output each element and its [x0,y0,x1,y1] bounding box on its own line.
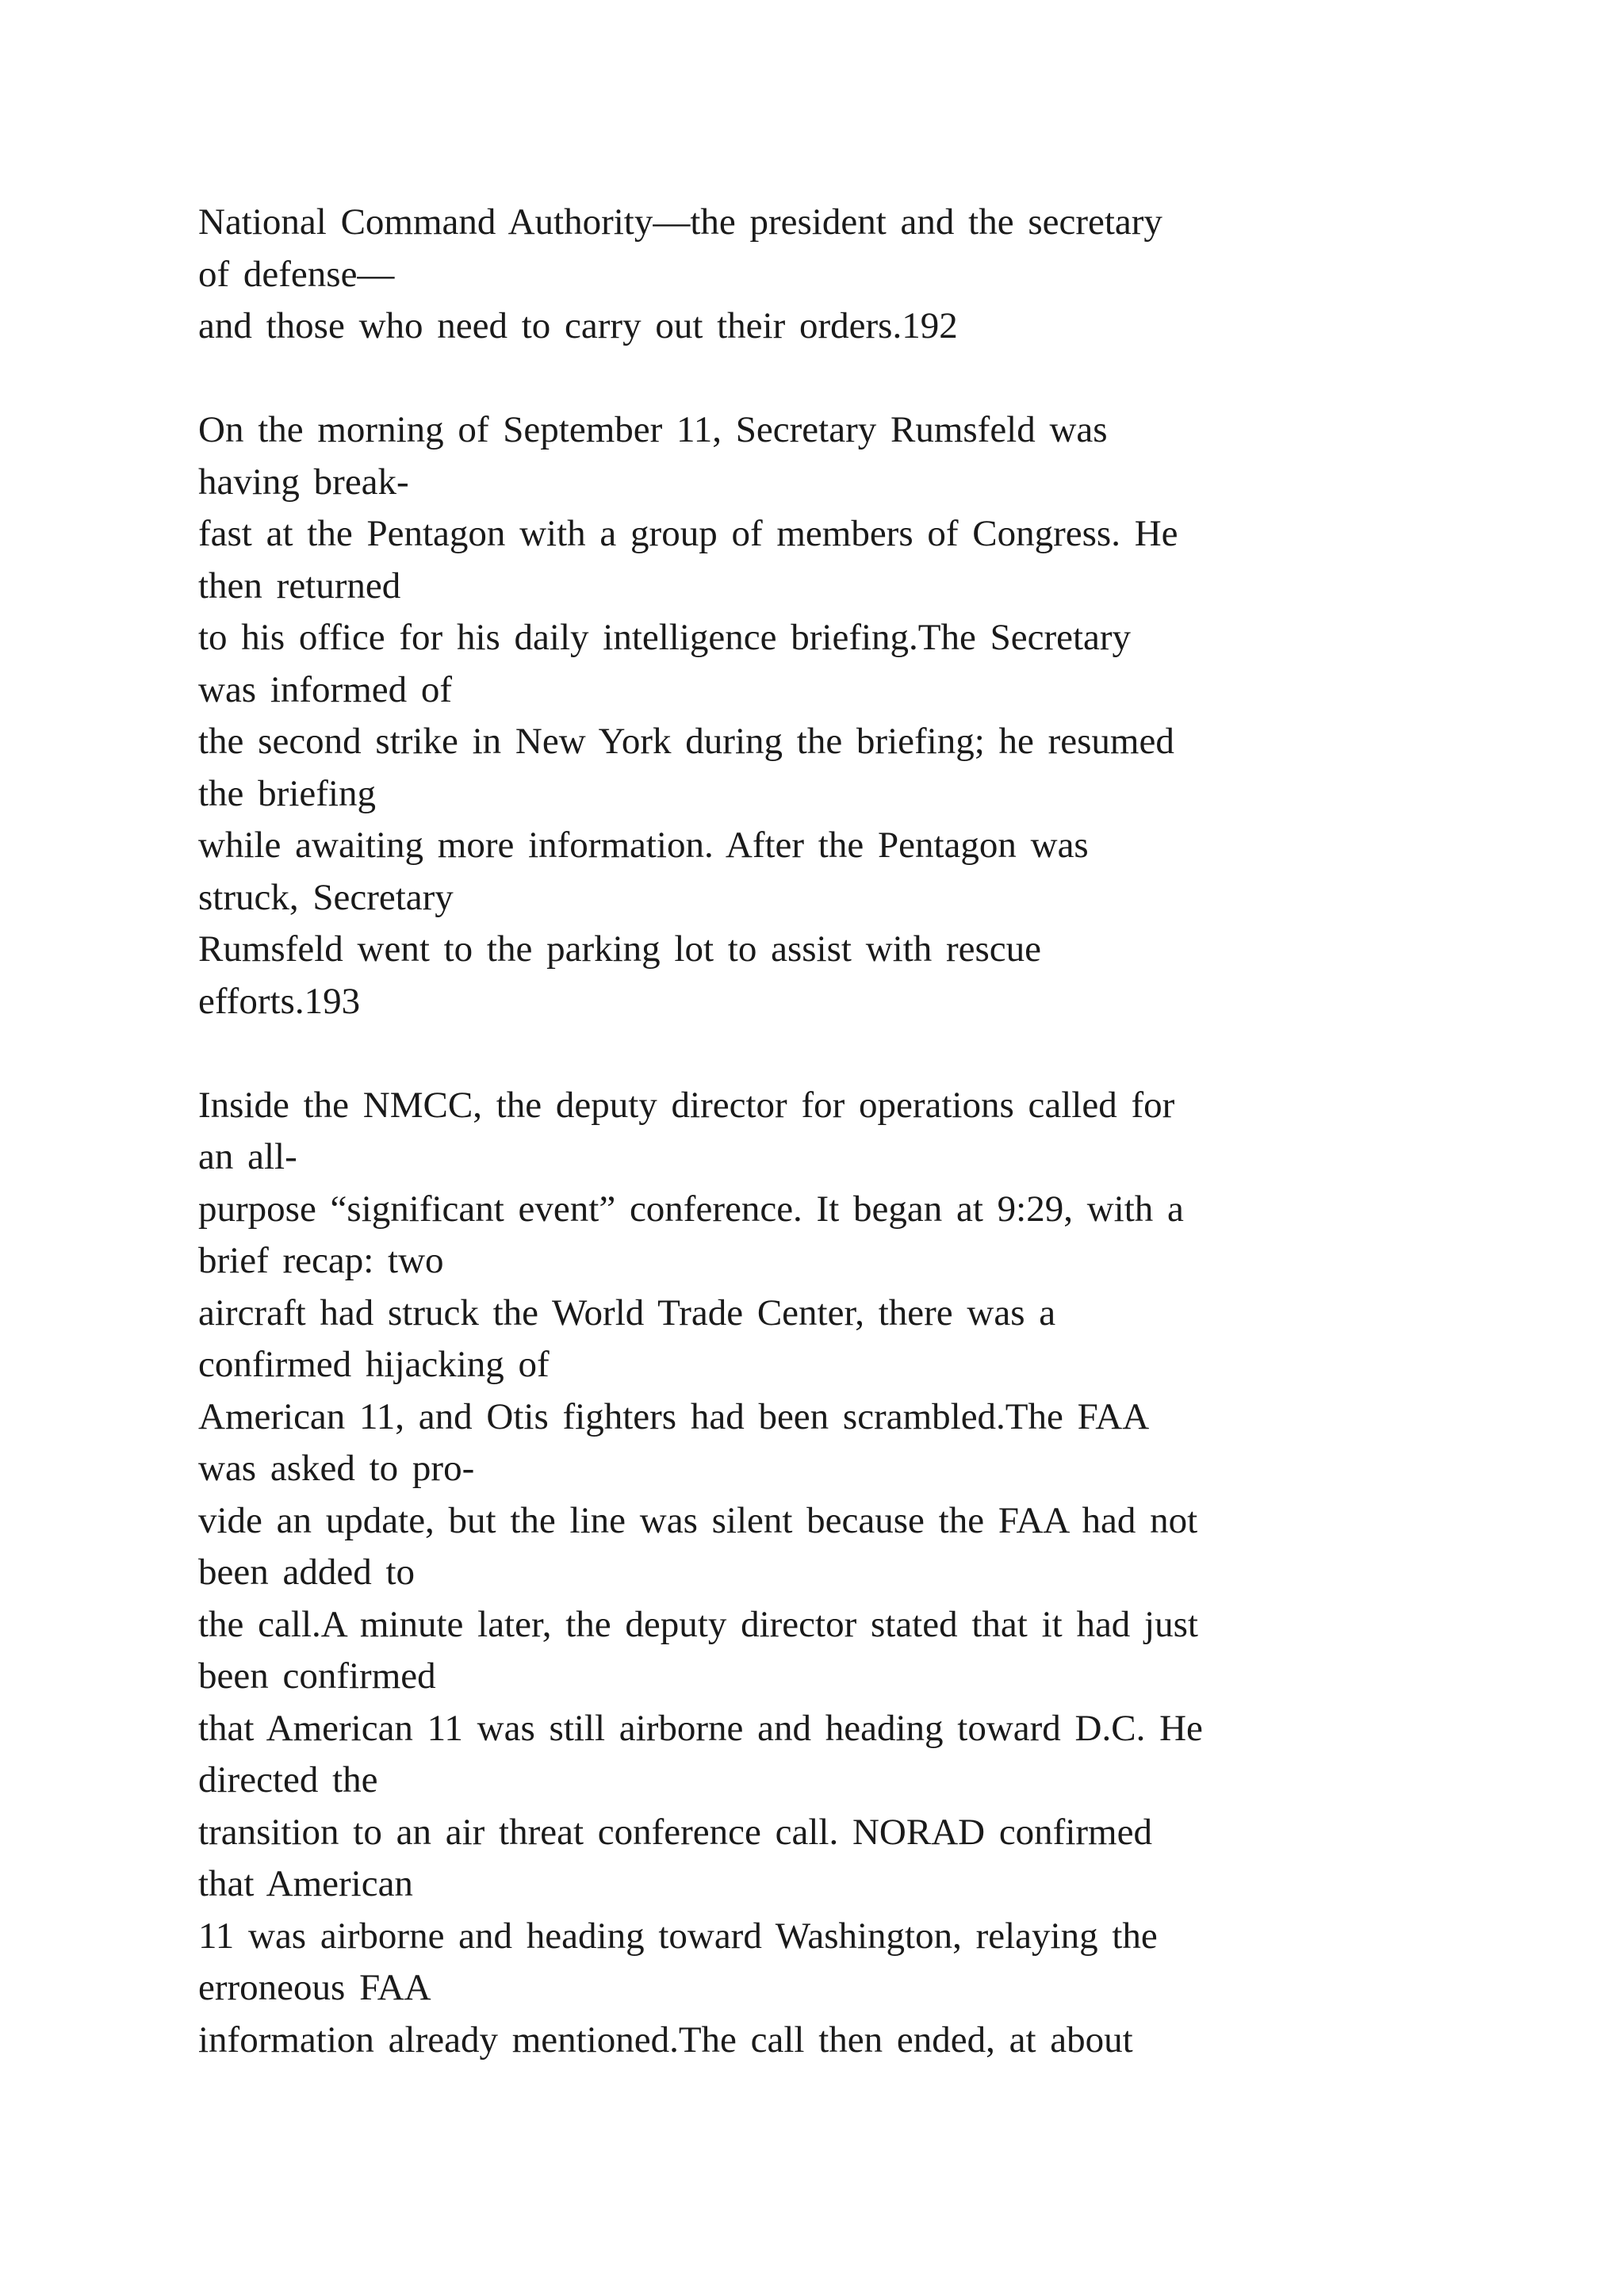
text-line: the briefing [198,772,376,814]
text-line: the second strike in New York during the briefing; he resumed [198,721,1174,762]
text-line: was informed of [198,668,453,710]
text-line: vide an update, but the line was silent because the FAA had not [198,1499,1198,1541]
paragraph-gap [198,1027,1499,1080]
text-line: Rumsfeld went to the parking lot to assist with rescue [198,928,1042,970]
paragraph-2 [198,404,1499,1027]
text-line: fast at the Pentagon with a group of members of Congress. He [198,513,1178,554]
text-line: On the morning of September 11, Secretary Rumsfeld was [198,409,1108,450]
text-line: American 11, and Otis fighters had been scrambled.The FAA [198,1395,1150,1437]
paragraph-1 [198,197,1499,353]
text-line: efforts.193 [198,980,361,1022]
paragraph-gap [198,353,1499,405]
text-line: been added to [198,1552,416,1593]
text-line: while awaiting more information. After the Pentagon was [198,825,1089,866]
text-line: Inside the NMCC, the deputy director for operations called for [198,1084,1175,1126]
text-line: that American [198,1863,413,1904]
text-line: having break- [198,461,409,503]
text-line: confirmed hijacking of [198,1344,550,1385]
paragraph-3 [198,1080,1499,2067]
text-line: and those who need to carry out their orders.192 [198,305,958,346]
text-line: National Command Authority—the president and the secretary [198,201,1162,243]
text-line: an all- [198,1136,297,1177]
text-line: purpose “significant event” conference. It began at 9:29, with a [198,1188,1184,1230]
text-line: 11 was airborne and heading toward Washington, relaying the [198,1915,1158,1957]
text-line: been confirmed [198,1655,436,1697]
text-line: of defense— [198,253,395,295]
text-line: the call.A minute later, the deputy director stated that it had just [198,1603,1198,1645]
text-line: brief recap: two [198,1240,444,1281]
text-line: was asked to pro- [198,1448,475,1489]
text-line: erroneous FAA [198,1967,431,2008]
text-line: transition to an air threat conference call. NORAD confirmed [198,1811,1152,1853]
text-line: struck, Secretary [198,876,454,918]
text-line: aircraft had struck the World Trade Center, there was a [198,1292,1056,1334]
text-line: then returned [198,564,401,607]
text-line: to his office for his daily intelligence briefing.The Secretary [198,617,1132,658]
text-line: that American 11 was still airborne and heading toward D.C. He [198,1707,1203,1749]
text-line: directed the [198,1759,378,1800]
document-body [198,197,1499,2066]
text-line: information already mentioned.The call then ended, at about [198,2019,1133,2061]
